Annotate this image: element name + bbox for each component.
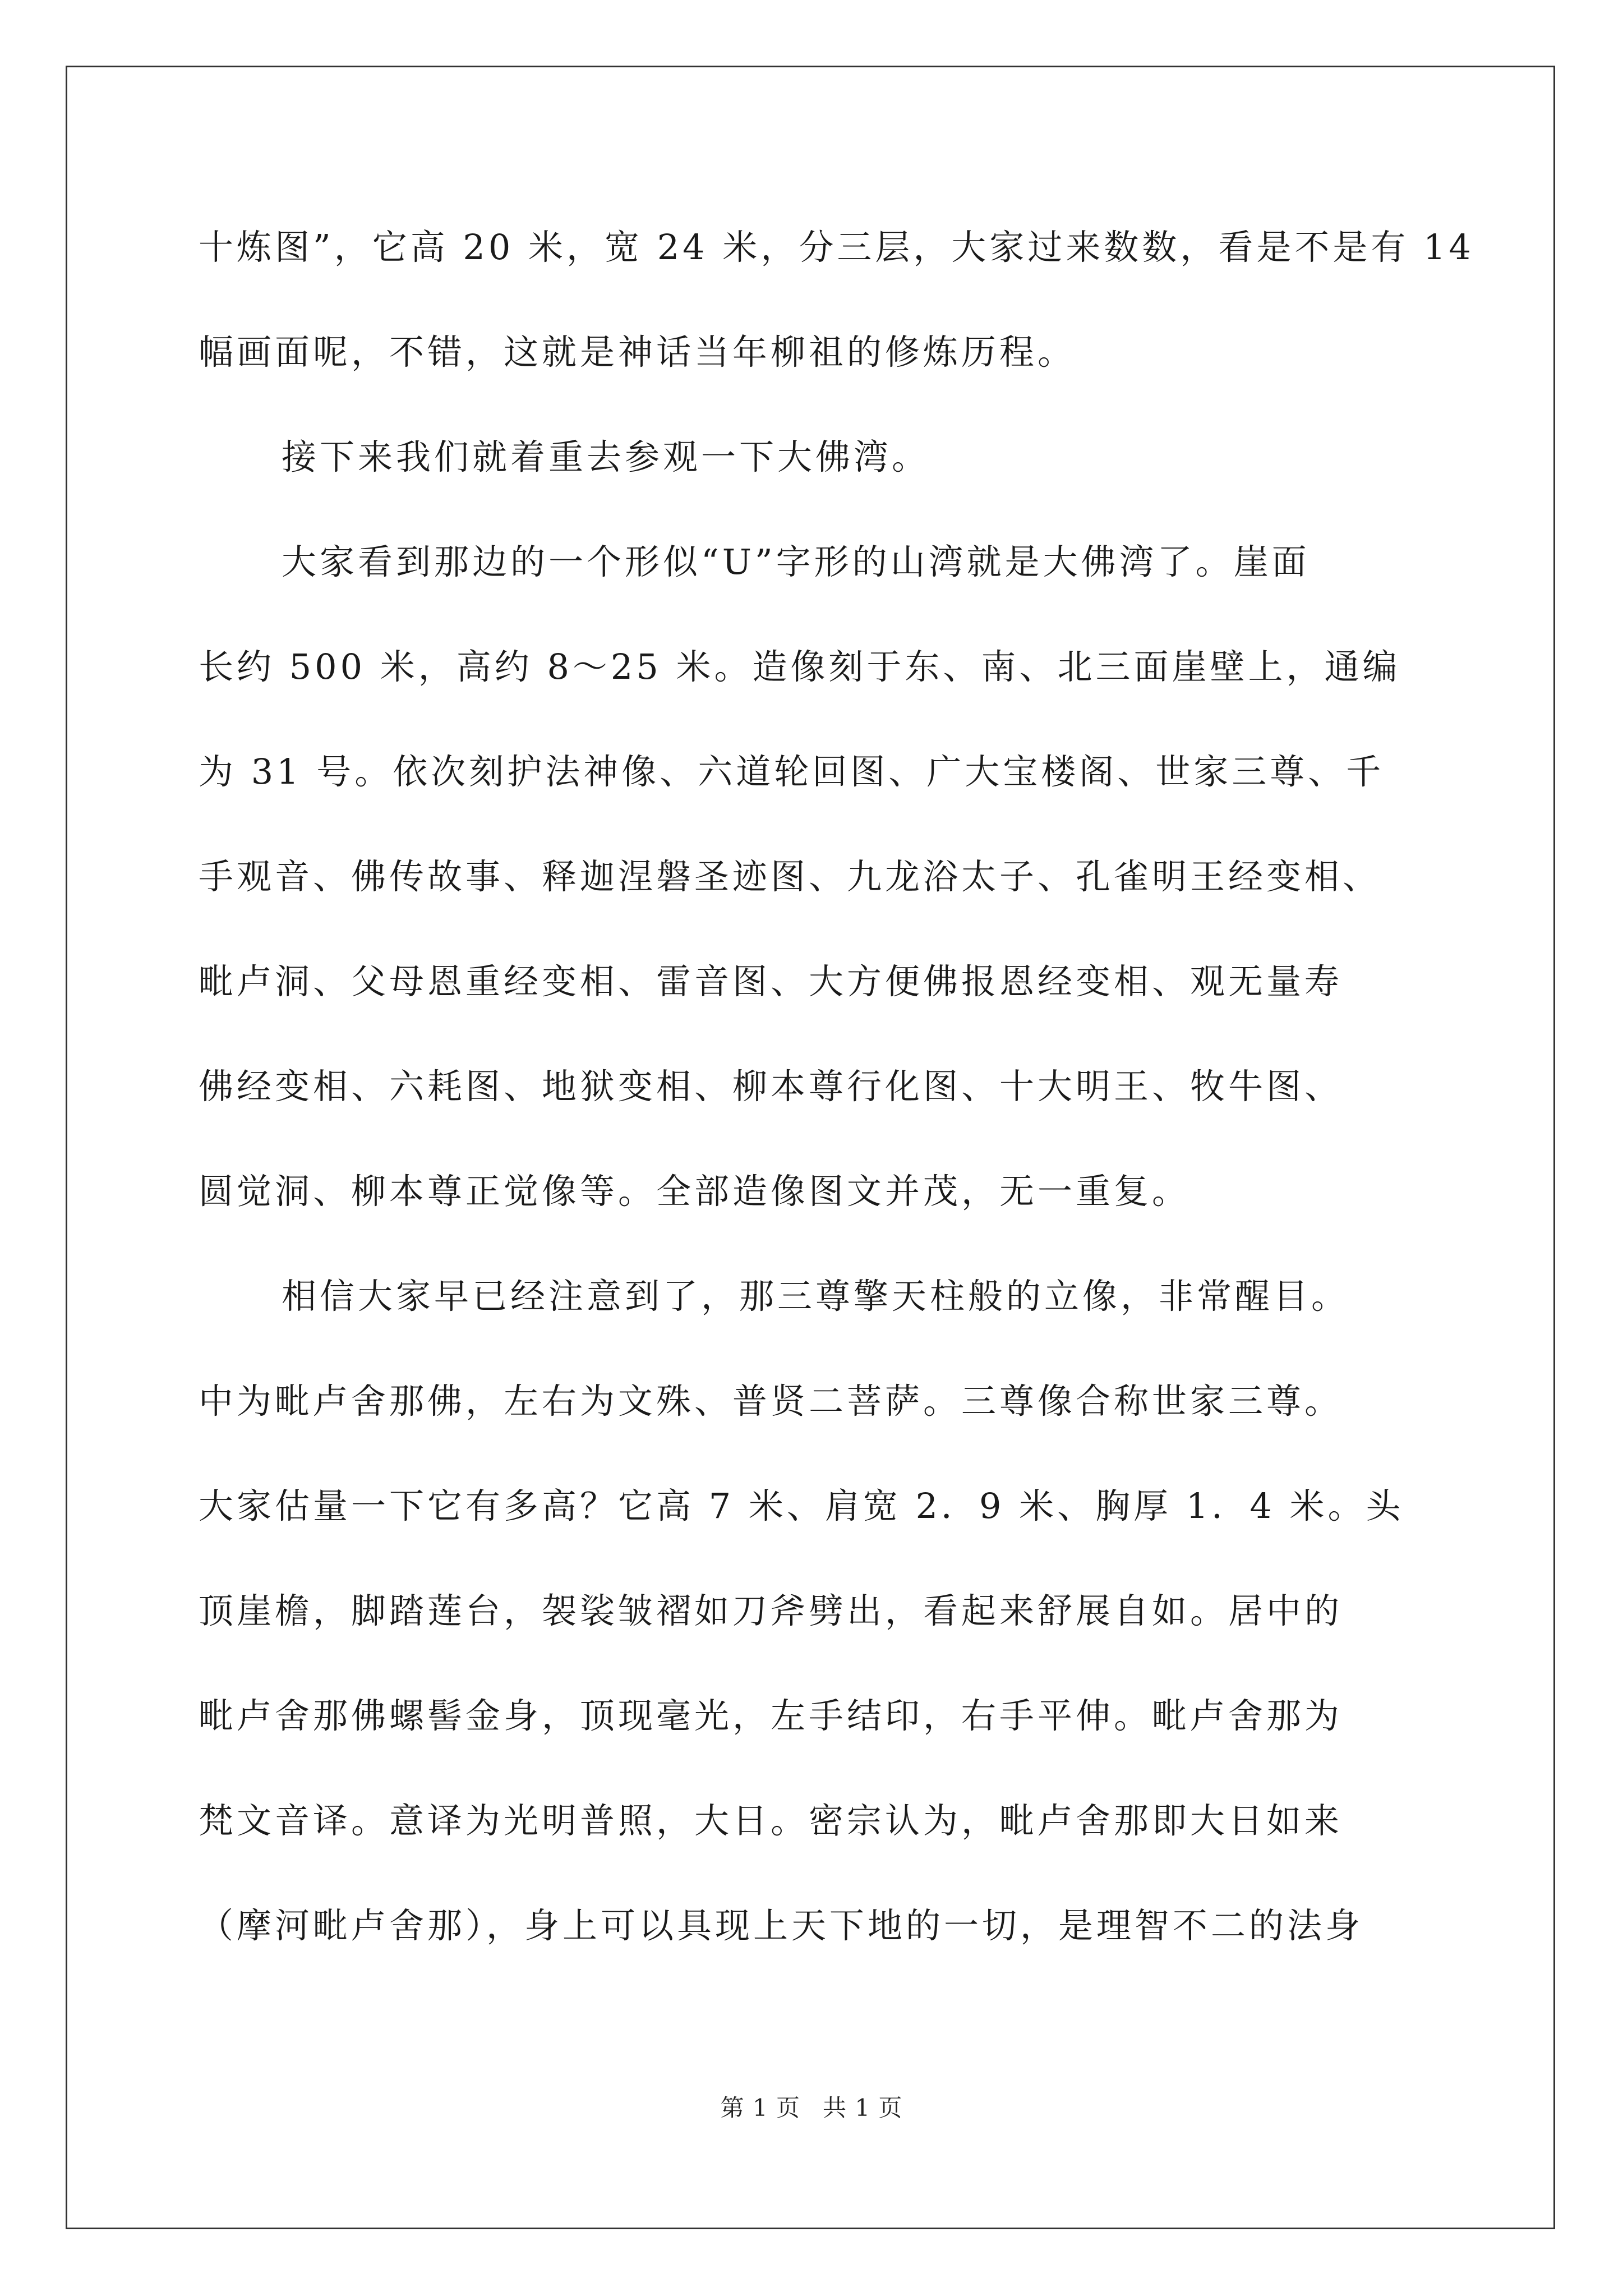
text-line: 中为毗卢舍那佛，左右为文殊、普贤二菩萨。三尊像合称世家三尊。 xyxy=(199,1381,1343,1421)
text-line: 梵文音译。意译为光明普照，大日。密宗认为，毗卢舍那即大日如来 xyxy=(199,1800,1343,1841)
text-line: （摩河毗卢舍那），身上可以具现上天下地的一切，是理智不二的法身 xyxy=(199,1905,1364,1946)
document-body xyxy=(199,222,1474,2005)
text-line: 毗卢洞、父母恩重经变相、雷音图、大方便佛报恩经变相、观无量寿 xyxy=(199,961,1343,1002)
page-number: 第 1 页 xyxy=(720,2094,800,2122)
text-line: 为 31 号。依次刻护法神像、六道轮回图、广大宝楼阁、世家三尊、千 xyxy=(199,751,1385,792)
text-line: 大家估量一下它有多高？它高 7 米、肩宽 2．9 米、胸厚 1．4 米。头 xyxy=(199,1485,1404,1526)
paragraph-start: 大家看到那边的一个形似“U”字形的山湾就是大佛湾了。崖面 xyxy=(282,541,1310,582)
text-line: 顶崖檐，脚踏莲台，袈裟皱褶如刀斧劈出，看起来舒展自如。居中的 xyxy=(199,1590,1343,1631)
paragraph-start: 接下来我们就着重去参观一下大佛湾。 xyxy=(282,436,930,477)
text-line: 佛经变相、六耗图、地狱变相、柳本尊行化图、十大明王、牧牛图、 xyxy=(199,1066,1343,1107)
text-line: 长约 500 米，高约 8～25 米。造像刻于东、南、北三面崖壁上，通编 xyxy=(199,646,1401,687)
text-line: 手观音、佛传故事、释迦涅磐圣迹图、九龙浴太子、孔雀明王经变相、 xyxy=(199,856,1381,897)
text-line: 毗卢舍那佛螺髻金身，顶现毫光，左手结印，右手平伸。毗卢舍那为 xyxy=(199,1695,1343,1736)
paragraph-start: 相信大家早已经注意到了，那三尊擎天柱般的立像，非常醒目。 xyxy=(282,1276,1350,1317)
page-footer xyxy=(0,2092,1623,2124)
text-line: 幅画面呢，不错，这就是神话当年柳祖的修炼历程。 xyxy=(199,332,1076,372)
text-line: 圆觉洞、柳本尊正觉像等。全部造像图文并茂，无一重复。 xyxy=(199,1171,1191,1212)
text-line: 十炼图”，它高 20 米，宽 24 米，分三层，大家过来数数，看是不是有 14 xyxy=(199,227,1474,268)
page-total: 共 1 页 xyxy=(823,2094,903,2122)
